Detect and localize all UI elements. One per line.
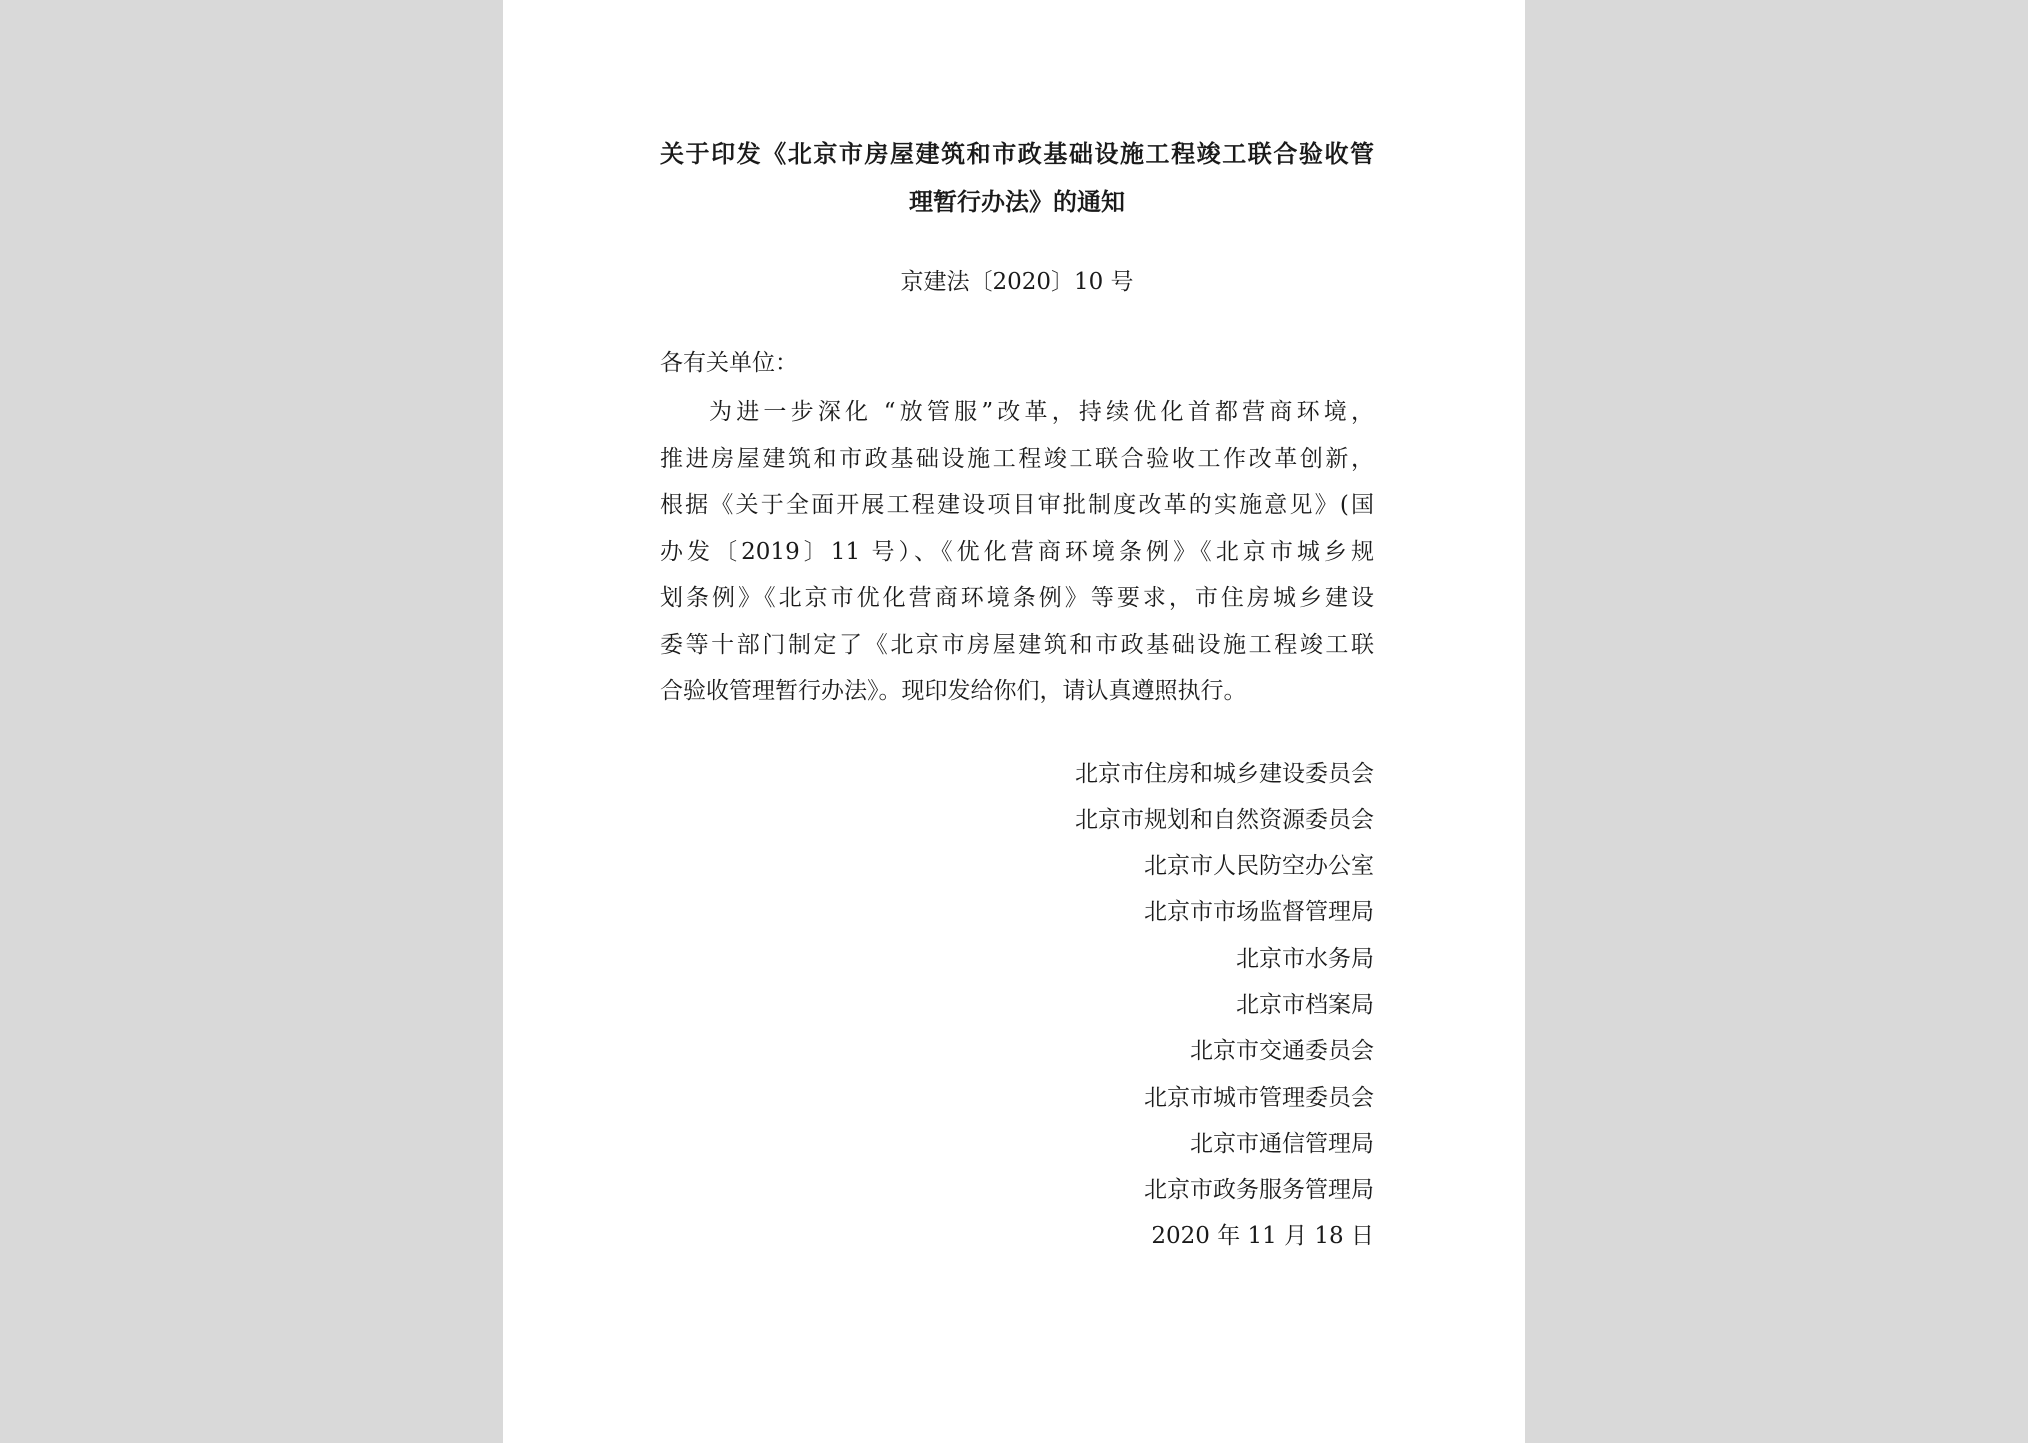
body-line: 办发〔2019〕11 号）、《优化营商环境条例》《北京市城乡规 — [660, 538, 1374, 565]
document-title — [660, 130, 1374, 226]
body-line: 为进一步深化 “放管服”改革，持续优化首都营商环境， — [709, 399, 1374, 425]
salutation: 各有关单位： — [660, 350, 798, 376]
signatory: 北京市交通委员会 — [1190, 1038, 1374, 1065]
document-page — [503, 0, 1525, 1443]
body-line: 划条例》《北京市优化营商环境条例》等要求，市住房城乡建设 — [660, 585, 1374, 611]
document-number: 京建法〔2020〕10 号 — [900, 269, 1134, 295]
signatory: 北京市人民防空办公室 — [1144, 853, 1374, 880]
document-content — [660, 130, 1374, 1260]
signatory: 北京市规划和自然资源委员会 — [1075, 806, 1374, 833]
signatory: 北京市水务局 — [1236, 945, 1374, 972]
signatory: 北京市城市管理委员会 — [1144, 1084, 1374, 1111]
signatory: 北京市通信管理局 — [1190, 1130, 1374, 1157]
body-line: 推进房屋建筑和市政基础设施工程竣工联合验收工作改革创新， — [660, 445, 1374, 472]
body-line: 委等十部门制定了《北京市房屋建筑和市政基础设施工程竣工联 — [660, 631, 1374, 658]
signatory: 北京市档案局 — [1236, 991, 1374, 1018]
body-paragraph — [660, 389, 1374, 715]
signatory: 北京市市场监督管理局 — [1144, 899, 1374, 926]
body-line: 合验收管理暂行办法》。现印发给你们，请认真遵照执行。 — [660, 678, 1247, 704]
title-line: 关于印发《北京市房屋建筑和市政基础设施工程竣工联合验收管 — [660, 140, 1374, 168]
signatory: 北京市政务服务管理局 — [1144, 1177, 1374, 1204]
title-line: 理暂行办法》的通知 — [909, 188, 1125, 216]
body-line: 根据《关于全面开展工程建设项目审批制度改革的实施意见》(国 — [660, 492, 1374, 518]
document-date: 2020 年 11 月 18 日 — [1151, 1223, 1374, 1250]
signatory: 北京市住房和城乡建设委员会 — [1075, 760, 1374, 787]
signature-block — [660, 751, 1374, 1260]
